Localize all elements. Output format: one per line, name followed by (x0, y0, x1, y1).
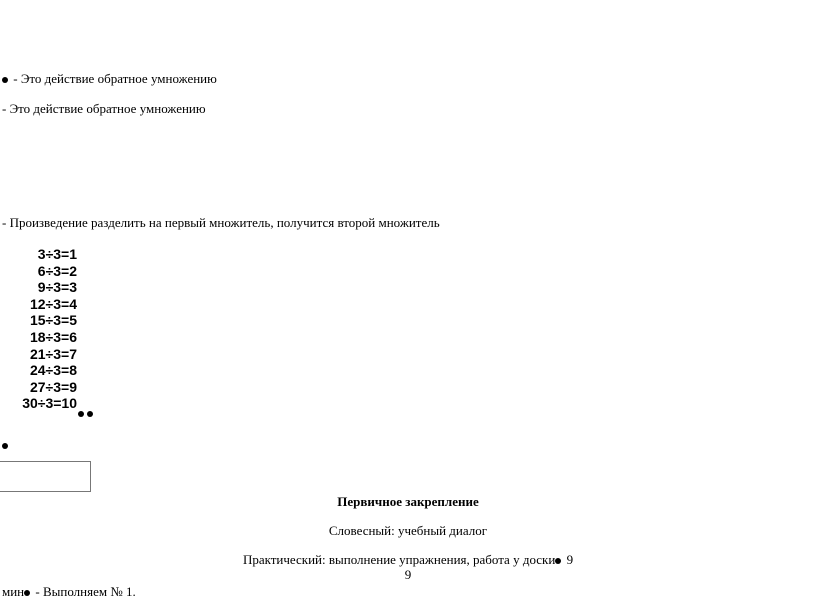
empty-frame (0, 461, 91, 492)
practical-text: Практический: выполнение упражнения, работа у доски (242, 552, 556, 567)
last-prefix: мин (2, 584, 25, 599)
single-bullet (2, 437, 10, 455)
equation-3: 9÷3=3 (37, 279, 77, 296)
line-1-text: - Это действие обратное умножению (13, 71, 217, 86)
equation-10: 30÷3=10 (22, 395, 77, 412)
equation-6: 18÷3=6 (29, 328, 77, 345)
equation-4: 12÷3=4 (29, 295, 77, 312)
division-table (7, 246, 77, 412)
double-bullet (78, 405, 96, 423)
bullet-dot-icon (555, 558, 561, 564)
bullet-dot-icon (87, 411, 93, 417)
bullet-dot-icon (24, 590, 30, 596)
equation-9: 27÷3=9 (29, 378, 77, 395)
verbal-method: Словесный: учебный диалог (328, 523, 488, 538)
text-line-1 (2, 71, 217, 87)
line-2-text: - Это действие обратное умножению (2, 101, 206, 116)
practical-method (0, 552, 816, 568)
practical-tail: 9 (563, 552, 574, 567)
number-line: 9 (404, 567, 412, 582)
section-heading: Первичное закрепление (337, 494, 479, 509)
bullet-dot-icon (2, 443, 8, 449)
last-text: - Выполняем № 1. (32, 584, 136, 599)
bullet-dot-icon (2, 77, 8, 83)
text-line-last (2, 584, 136, 600)
equation-8: 24÷3=8 (29, 362, 77, 379)
text-line-3 (2, 215, 440, 231)
equation-7: 21÷3=7 (29, 345, 77, 362)
equation-5: 15÷3=5 (29, 312, 77, 329)
text-line-2 (2, 101, 206, 117)
equation-1: 3÷3=1 (37, 246, 77, 262)
bullet-dot-icon (78, 411, 84, 417)
equation-2: 6÷3=2 (37, 262, 77, 279)
line-3-text: - Произведение разделить на первый множитель, получится второй множитель (2, 215, 440, 230)
